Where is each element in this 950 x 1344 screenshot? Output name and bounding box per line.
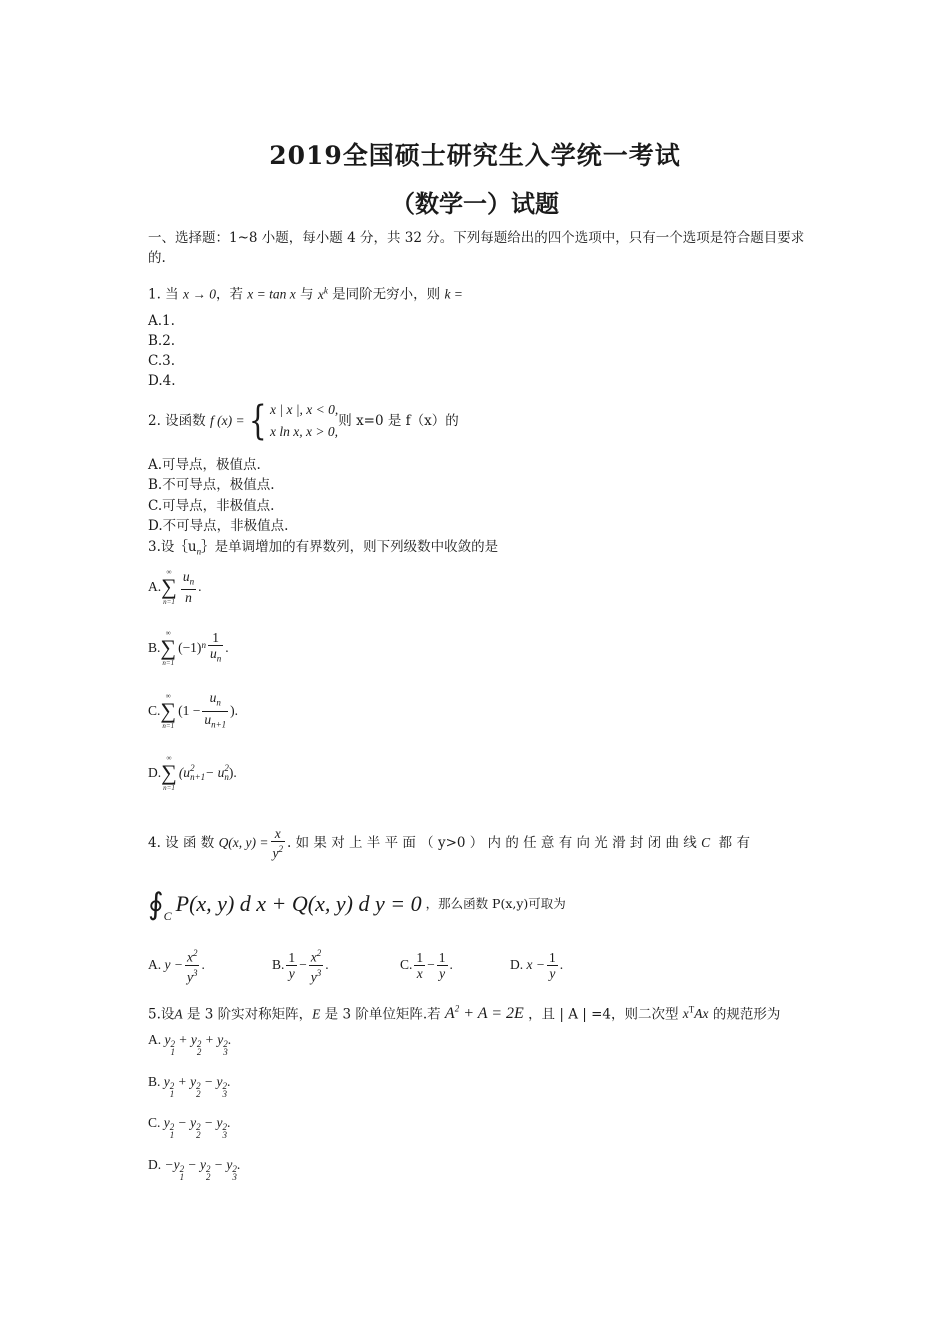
q3-stem-sub: n xyxy=(196,546,202,557)
q4-a-num-base: x xyxy=(186,949,193,965)
q4-mid: . 如 果 对 上 半 平 面 （ y>0 ） 内 的 任 意 有 向 光 滑 封 闭 曲 线 xyxy=(287,835,697,851)
q5-c-end: . xyxy=(226,1115,231,1130)
section-heading-cont: 的. xyxy=(148,250,166,266)
sigma-glyph: ∑ xyxy=(160,698,177,723)
q5-equation xyxy=(445,1005,524,1022)
q5-d-end: . xyxy=(236,1157,241,1172)
q3-d-sup1: 2 xyxy=(190,763,195,773)
q5-matrix-a: A xyxy=(174,1006,183,1022)
q5-b-sub2: 2 xyxy=(196,1089,201,1099)
q1-mid1: ，若 xyxy=(215,286,243,303)
q4-b-num1: 1 xyxy=(288,949,296,965)
q5-d-op1: − y xyxy=(184,1157,206,1172)
q3-b-den xyxy=(208,645,223,667)
q3-d-mid: − u xyxy=(205,765,225,780)
q5-a-label: A. xyxy=(148,1032,162,1047)
q1-variable: k = xyxy=(444,286,463,302)
q5-b-sup1: 2 xyxy=(169,1081,175,1091)
sigma-glyph: ∑ xyxy=(161,760,177,785)
q4-d-end: . xyxy=(559,957,564,972)
q5-stem xyxy=(148,999,780,1024)
q5-b-sub1: 1 xyxy=(169,1089,175,1099)
q1-expr2-base: x xyxy=(317,286,324,302)
q3-b-num: 1 xyxy=(212,629,219,645)
q1-expr2 xyxy=(318,287,328,302)
q2-option-d: D.不可导点，非极值点. xyxy=(148,518,289,534)
q2-suffix: 则 x=0 是 f（x）的 xyxy=(338,413,459,429)
q2-stem xyxy=(148,398,459,444)
q2-option-b: B.不可导点，极值点. xyxy=(148,477,275,493)
q4-c-num1: 1 xyxy=(416,949,424,965)
q3-c-end: ). xyxy=(230,703,239,718)
q4-b-den2-sup: 3 xyxy=(316,967,322,978)
q3-d-pre: (u xyxy=(178,765,191,780)
q5-a-end: . xyxy=(227,1032,232,1047)
q3-option-b xyxy=(148,627,229,669)
q5-d-term1: −y xyxy=(164,1157,180,1172)
q2-function: f (x) = xyxy=(209,413,245,428)
q5-c-label: C. xyxy=(148,1115,161,1130)
q3-c-label: C. xyxy=(148,703,161,718)
q5-d-sup3: 2 xyxy=(232,1164,237,1174)
q5-option-c xyxy=(148,1113,230,1139)
q5-a-sup3: 2 xyxy=(223,1039,228,1049)
q4-integral-tail: ，那么函数 P(x,y)可取为 xyxy=(425,896,566,911)
q5-c-op2: − y xyxy=(200,1115,223,1130)
q5-quadratic-form xyxy=(683,1006,709,1021)
q4-a-label: A. xyxy=(148,957,162,972)
q4-d-pre: x − xyxy=(526,957,545,972)
q4-integral-expr: P(x, y) d x + Q(x, y) d y = 0 xyxy=(175,891,422,916)
q3-a-num-base: u xyxy=(182,568,190,584)
q5-option-a xyxy=(148,1030,231,1056)
q1-expr1: x = tan x xyxy=(247,286,296,302)
q5-p1: 5.设 xyxy=(148,1006,175,1023)
q4-option-b xyxy=(272,944,329,986)
q5-eq-sup: 2 xyxy=(454,1004,460,1014)
q5-b-op2: − y xyxy=(200,1074,223,1089)
q4-b-fraction2 xyxy=(309,946,324,984)
q3-b-den-base: u xyxy=(209,645,217,661)
q4-b-num2-base: x xyxy=(310,949,317,965)
q1-option-c: C.3. xyxy=(148,353,176,369)
q5-eq-a: A xyxy=(444,1005,455,1023)
q5-a-op1: + y xyxy=(175,1032,197,1047)
q5-c-sub2: 2 xyxy=(196,1130,201,1140)
q5-d-sub1: 1 xyxy=(179,1172,185,1182)
q4-a-den-base: y xyxy=(186,969,193,984)
q4-integral xyxy=(148,882,566,926)
q5-b-label: B. xyxy=(148,1074,161,1089)
sum-icon xyxy=(161,568,177,606)
q2-prefix: 2. 设函数 xyxy=(148,413,206,429)
q3-a-num xyxy=(181,569,196,590)
sum-icon xyxy=(161,754,177,792)
sum-upper: ∞ xyxy=(165,692,171,700)
q5-a-sup1: 2 xyxy=(170,1039,175,1049)
q4-integral-sub: C xyxy=(163,909,172,923)
sum-lower: n=1 xyxy=(162,722,175,730)
q4-fraction xyxy=(271,826,286,861)
q1-condition: x → 0 xyxy=(182,286,216,302)
q1-prefix: 1. 当 xyxy=(148,286,179,303)
q4-stem xyxy=(148,822,800,864)
q4-den xyxy=(271,841,286,861)
q4-b-fraction1 xyxy=(286,950,297,981)
q4-d-den: y xyxy=(547,965,558,981)
q3-b-pre: (−1) xyxy=(178,640,202,655)
q5-b-term1: y xyxy=(163,1074,170,1089)
sum-upper: ∞ xyxy=(165,629,171,637)
q3-c-den-base: u xyxy=(204,711,212,727)
q5-qf-sup: T xyxy=(688,1004,695,1015)
q5-p2: 是 3 阶实对称矩阵， xyxy=(186,1006,313,1023)
q4-b-den2 xyxy=(309,965,324,985)
q3-d-sub1: n+1 xyxy=(190,772,206,782)
sum-lower: n=1 xyxy=(163,598,175,606)
q3-a-end: . xyxy=(198,579,202,594)
q3-c-num-sub: n xyxy=(216,697,221,708)
q4-a-num xyxy=(185,946,200,965)
q5-c-term1: y xyxy=(163,1115,170,1130)
left-brace-icon: { xyxy=(248,398,267,444)
q5-a-sub1: 1 xyxy=(170,1047,175,1057)
q4-option-c xyxy=(400,944,453,986)
q5-a-sub3: 3 xyxy=(223,1047,228,1057)
q3-d-sub2: n xyxy=(224,772,229,782)
q5-b-sub3: 3 xyxy=(222,1089,227,1099)
q5-p3: 是 3 阶单位矩阵.若 xyxy=(324,1006,441,1023)
q5-qf-x: x xyxy=(682,1006,689,1022)
q4-c-label: C. xyxy=(400,957,413,972)
q1-expr2-sup: k xyxy=(323,285,328,295)
q4-b-num2 xyxy=(309,946,324,965)
q2-case-2: x ln x, x > 0, xyxy=(270,424,338,439)
q5-b-end: . xyxy=(226,1074,231,1089)
q5-c-sub3: 3 xyxy=(222,1130,227,1140)
q5-c-sub1: 1 xyxy=(169,1130,175,1140)
q4-num: x xyxy=(274,825,281,841)
q4-prefix: 4. 设 函 数 xyxy=(148,835,215,851)
q3-d-end: ). xyxy=(228,765,237,780)
q3-b-fraction xyxy=(208,630,223,667)
q4-function: Q(x, y) = xyxy=(218,835,269,850)
q3-a-label: A. xyxy=(148,579,162,594)
q5-c-op1: − y xyxy=(174,1115,197,1130)
q3-stem-end: ｝是单调增加的有界数列，则下列级数中收敛的是 xyxy=(201,539,499,555)
q4-c-end: . xyxy=(449,957,453,972)
q5-p4: ，且 | A | =4，则二次型 xyxy=(528,1006,679,1023)
q4-d-num: 1 xyxy=(548,949,556,965)
sum-upper: ∞ xyxy=(166,754,172,762)
q5-d-sup2: 2 xyxy=(205,1164,211,1174)
q4-b-label: B. xyxy=(272,957,285,972)
q5-c-sup2: 2 xyxy=(196,1122,201,1132)
q5-a-term1: y xyxy=(164,1032,171,1047)
q5-d-sub2: 2 xyxy=(205,1172,211,1182)
q1-mid2: 与 xyxy=(300,286,314,303)
q3-c-pre: (1 − xyxy=(178,703,201,718)
q5-option-d xyxy=(148,1155,240,1181)
q2-cases xyxy=(270,399,338,443)
sum-upper: ∞ xyxy=(166,568,172,576)
q5-d-label: D. xyxy=(148,1157,162,1172)
q5-eq-rest: + A = 2E xyxy=(459,1005,524,1023)
q4-a-num-sup: 2 xyxy=(192,948,198,958)
q5-b-sup2: 2 xyxy=(196,1081,201,1091)
sum-lower: n=1 xyxy=(162,659,175,667)
q4-b-den1: y xyxy=(286,965,297,981)
q5-a-sub2: 2 xyxy=(196,1047,202,1057)
q3-c-den-sub: n+1 xyxy=(211,719,227,730)
contour-integral-icon: ∮ xyxy=(148,886,164,922)
page-subtitle: （数学一）试题 xyxy=(391,189,559,218)
q4-den-sup: 2 xyxy=(278,843,284,854)
sigma-glyph: ∑ xyxy=(160,635,177,660)
q5-option-b xyxy=(148,1072,230,1098)
q4-d-fraction xyxy=(547,950,558,981)
q3-c-num xyxy=(202,690,228,711)
q3-b-end: . xyxy=(225,640,229,655)
q3-stem xyxy=(148,537,498,562)
q4-a-den-sup: 3 xyxy=(192,967,198,978)
q4-b-num2-sup: 2 xyxy=(316,948,322,958)
q5-c-sup1: 2 xyxy=(169,1122,175,1132)
section-heading: 一、选择题：1~8 小题，每小题 4 分，共 32 分。下列每题给出的四个选项中，只有一个选项是符合题目要求 xyxy=(148,230,805,246)
q3-option-d xyxy=(148,752,237,794)
q4-option-a xyxy=(148,944,205,986)
q3-a-num-sub: n xyxy=(189,576,195,587)
q5-a-op2: + y xyxy=(201,1032,224,1047)
q3-a-fraction xyxy=(181,569,196,606)
q5-b-op1: + y xyxy=(174,1074,197,1089)
q5-b-sup3: 2 xyxy=(222,1081,227,1091)
q4-b-end: . xyxy=(325,957,329,972)
q1-option-a: A.1. xyxy=(148,313,175,329)
q4-b-mid: − xyxy=(299,957,307,972)
q1-stem xyxy=(148,280,463,305)
q3-c-num-base: u xyxy=(209,689,217,705)
q4-d-label: D. xyxy=(510,957,524,972)
sum-lower: n=1 xyxy=(163,784,175,792)
q3-b-label: B. xyxy=(148,640,161,655)
q5-a-sup2: 2 xyxy=(196,1039,202,1049)
q3-d-script1 xyxy=(190,764,205,782)
q3-c-fraction xyxy=(202,690,228,732)
q4-a-pre: y − xyxy=(164,957,183,972)
q5-qf-rest: Ax xyxy=(694,1006,709,1022)
q3-d-label: D. xyxy=(148,765,162,780)
q4-c-num2: 1 xyxy=(438,949,446,965)
q5-p5: 的规范形为 xyxy=(712,1006,781,1023)
q2-option-a: A.可导点，极值点. xyxy=(148,457,261,473)
q4-end: 都 有 xyxy=(718,835,750,851)
q4-curve: C xyxy=(701,835,711,850)
sigma-glyph: ∑ xyxy=(161,574,177,599)
q3-a-den: n xyxy=(181,589,196,605)
q4-b-den2-base: y xyxy=(310,969,317,984)
q2-case-1: x | x |, x < 0, xyxy=(270,402,339,417)
q5-d-op2: − y xyxy=(210,1157,233,1172)
q4-option-d xyxy=(510,944,563,986)
q2-option-c: C.可导点，非极值点. xyxy=(148,498,275,514)
q4-a-fraction xyxy=(185,946,200,984)
q4-c-fraction1 xyxy=(414,950,425,981)
q4-c-fraction2 xyxy=(437,950,448,981)
q5-d-sub3: 3 xyxy=(232,1172,237,1182)
q4-c-mid: − xyxy=(427,957,435,972)
q4-den-base: y xyxy=(272,845,279,861)
q3-stem-start: 3.设｛u xyxy=(148,539,197,555)
q4-c-den1: x xyxy=(414,965,425,981)
q4-a-den xyxy=(185,965,200,985)
q3-d-sup2: 2 xyxy=(224,763,229,773)
q5-d-sup1: 2 xyxy=(179,1164,185,1174)
page-title: 2019全国硕士研究生入学统一考试 xyxy=(269,141,681,170)
q3-c-den xyxy=(202,711,228,733)
q1-suffix: 是同阶无穷小，则 xyxy=(332,286,441,303)
q4-a-end: . xyxy=(201,957,205,972)
q3-option-c xyxy=(148,690,238,732)
q1-option-b: B.2. xyxy=(148,333,176,349)
q3-b-den-sub: n xyxy=(216,653,222,664)
q5-matrix-e: E xyxy=(312,1006,321,1022)
q3-b-sup: n xyxy=(201,640,206,650)
q3-option-a xyxy=(148,566,201,608)
q4-c-den2: y xyxy=(437,965,448,981)
q1-option-d: D.4. xyxy=(148,373,176,389)
sum-icon xyxy=(160,692,176,730)
sum-icon xyxy=(160,629,176,667)
q5-c-sup3: 2 xyxy=(222,1122,227,1132)
